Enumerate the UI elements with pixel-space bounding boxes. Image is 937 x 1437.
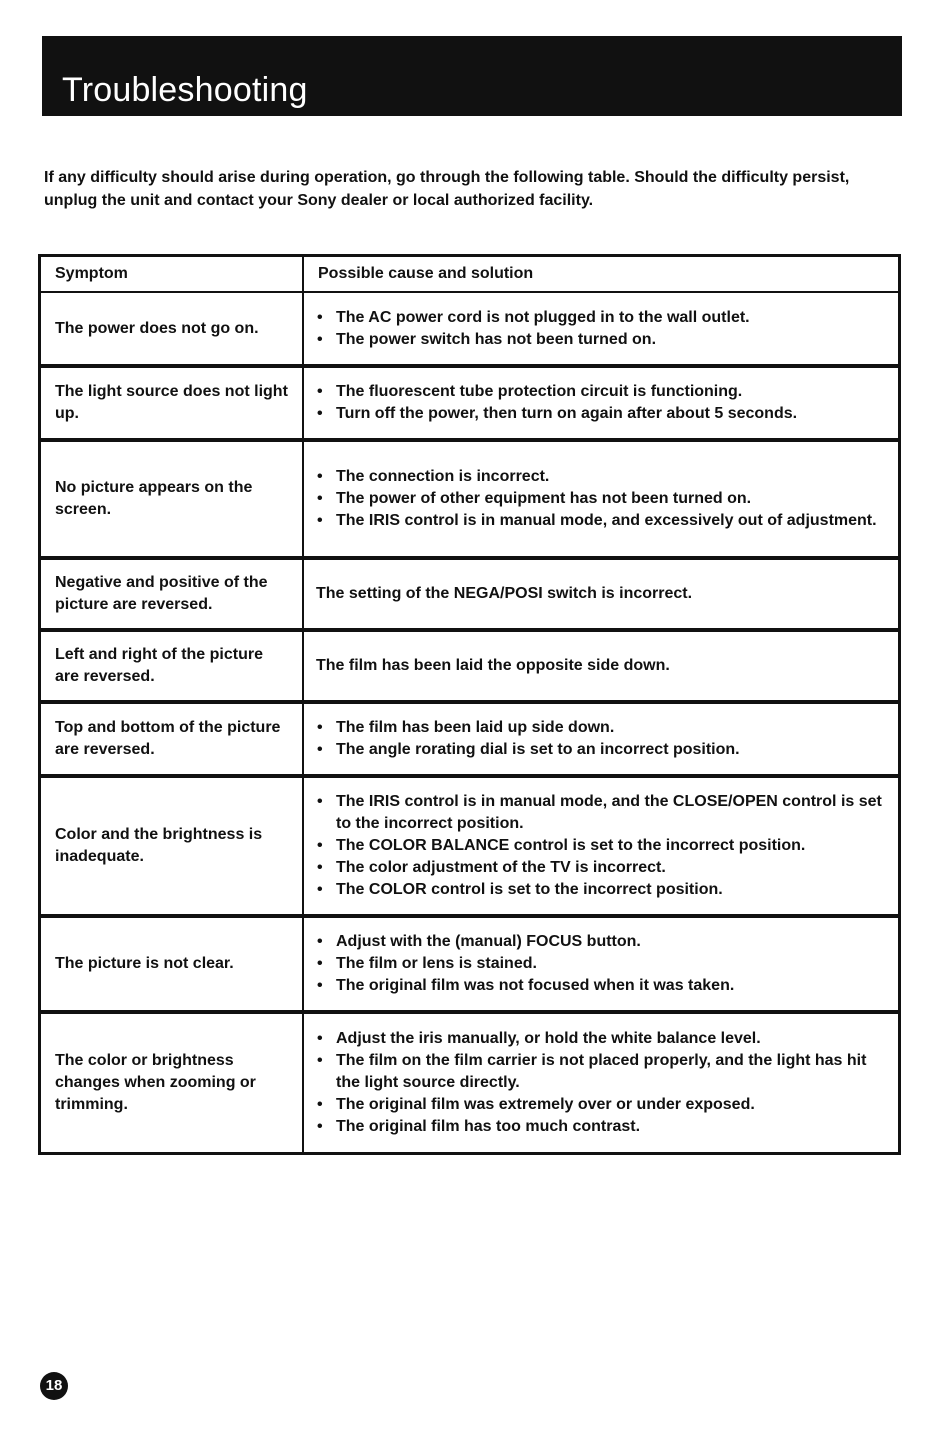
symptom-cell: Top and bottom of the picture are reversed. (41, 702, 303, 776)
cause-item: • The film or lens is stained. (316, 953, 890, 975)
symptom-cell: The light source does not light up. (41, 366, 303, 440)
table-row (41, 1012, 898, 1152)
cause-item: • The IRIS control is in manual mode, and the CLOSE/OPEN control is set to the incorrect position. (316, 791, 890, 835)
cause-cell (303, 292, 898, 366)
cause-item: • The IRIS control is in manual mode, and excessively out of adjustment. (316, 510, 890, 532)
cause-list (316, 381, 890, 425)
cause-list (316, 791, 890, 901)
cause-item: • The power switch has not been turned on. (316, 329, 890, 351)
title-bar (42, 36, 902, 116)
symptom-cell: Negative and positive of the picture are reversed. (41, 558, 303, 630)
table-row (41, 292, 898, 366)
symptom-cell: Left and right of the picture are reversed. (41, 630, 303, 702)
table-row (41, 702, 898, 776)
table-row (41, 558, 898, 630)
symptom-cell: The color or brightness changes when zooming or trimming. (41, 1012, 303, 1152)
table-row (41, 916, 898, 1012)
cause-item: • The COLOR BALANCE control is set to the incorrect position. (316, 835, 890, 857)
symptom-cell: No picture appears on the screen. (41, 440, 303, 558)
cause-cell (303, 366, 898, 440)
cause-cell (303, 1012, 898, 1152)
cause-item: • Adjust the iris manually, or hold the white balance level. (316, 1028, 890, 1050)
symptom-header: Symptom (41, 257, 303, 292)
cause-list (316, 1028, 890, 1138)
cause-cell (303, 440, 898, 558)
cause-list (316, 717, 890, 761)
cause-item: • Turn off the power, then turn on again after about 5 seconds. (316, 403, 890, 425)
cause-item: • The color adjustment of the TV is incorrect. (316, 857, 890, 879)
cause-item: • The angle rorating dial is set to an incorrect position. (316, 739, 890, 761)
cause-item: • The original film was not focused when it was taken. (316, 975, 890, 997)
cause-item: • The fluorescent tube protection circuit is functioning. (316, 381, 890, 403)
cause-item: • The original film was extremely over or under exposed. (316, 1094, 890, 1116)
page-number-badge: 18 (40, 1372, 68, 1400)
page-title: Troubleshooting (62, 71, 308, 109)
cause-item: • The COLOR control is set to the incorrect position. (316, 879, 890, 901)
table-row (41, 630, 898, 702)
symptom-cell: The picture is not clear. (41, 916, 303, 1012)
cause-item: • The film on the film carrier is not placed properly, and the light has hit the light source directly. (316, 1050, 890, 1094)
table-row (41, 366, 898, 440)
cause-list (316, 931, 890, 997)
cause-item: • The original film has too much contrast. (316, 1116, 890, 1138)
cause-item: • The connection is incorrect. (316, 466, 890, 488)
cause-cell (303, 916, 898, 1012)
table-row (41, 440, 898, 558)
cause-item: • The power of other equipment has not been turned on. (316, 488, 890, 510)
symptom-cell: Color and the brightness is inadequate. (41, 776, 303, 916)
intro-paragraph: If any difficulty should arise during operation, go through the following table. Should the difficulty persist, unplug the unit and contact your Sony dealer or local authorized facility. (44, 169, 850, 209)
table-row (41, 776, 898, 916)
cause-item: • Adjust with the (manual) FOCUS button. (316, 931, 890, 953)
table-header-row (41, 257, 898, 292)
symptom-cell: The power does not go on. (41, 292, 303, 366)
troubleshooting-table (38, 254, 901, 1155)
cause-cell: The setting of the NEGA/POSI switch is incorrect. (303, 558, 898, 630)
cause-cell (303, 776, 898, 916)
cause-header: Possible cause and solution (303, 257, 898, 292)
cause-item: • The AC power cord is not plugged in to the wall outlet. (316, 307, 890, 329)
cause-cell: The film has been laid the opposite side down. (303, 630, 898, 702)
cause-cell (303, 702, 898, 776)
cause-list (316, 307, 890, 351)
cause-list (316, 466, 890, 532)
cause-item: • The film has been laid up side down. (316, 717, 890, 739)
